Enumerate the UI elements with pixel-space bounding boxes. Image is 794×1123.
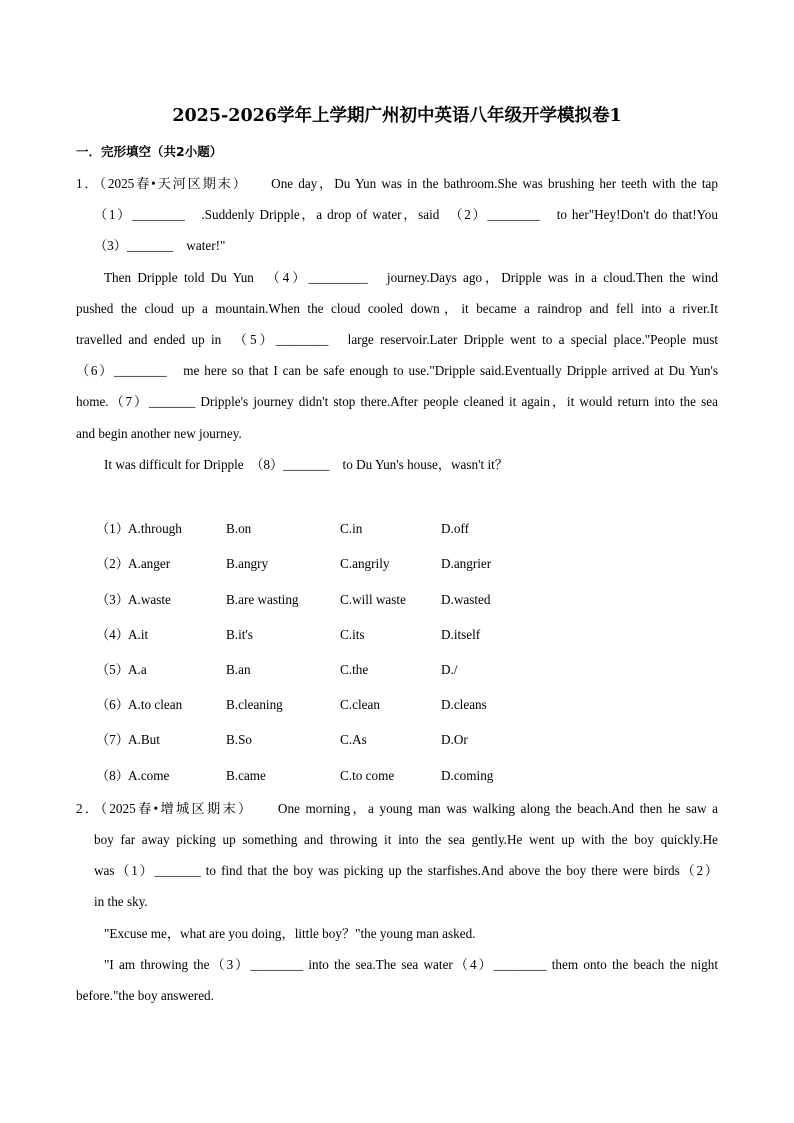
option-c: C.to come: [340, 768, 395, 783]
option-d: D.itself: [441, 627, 481, 642]
option-c: C.in: [340, 521, 363, 536]
q1-line-7: （6）________ me here so that I can be safe enough to use."Dripple said.Eventually Dripple arrived at Du Yun's: [76, 363, 718, 378]
option-d: D./: [441, 662, 458, 677]
section-heading: 一．完形填空（共2小题）: [76, 144, 223, 159]
option-a: A.come: [128, 768, 170, 783]
option-number: （4）: [96, 627, 129, 642]
option-b: B.angry: [226, 556, 269, 571]
page-title: 2025-2026学年上学期广州初中英语八年级开学模拟卷1: [172, 106, 622, 126]
option-a: A.waste: [128, 592, 171, 607]
q2-line-6: "I am throwing the（3）________ into the sea.The sea water（4）________ them onto the beach the night: [104, 957, 718, 972]
q1-line-5: pushed the cloud up a mountain.When the cloud cooled down，it became a raindrop and fell into a river.It: [76, 301, 718, 316]
option-b: B.on: [226, 521, 252, 536]
option-b: B.it's: [226, 627, 253, 642]
q1-line-1: 1．（2025春•天河区期末） One day，Du Yun was in the bathroom.She was brushing her teeth with the tap: [76, 176, 718, 191]
q1-line-6: travelled and ended up in （5）________ large reservoir.Later Dripple went to a special place."People must: [76, 332, 718, 347]
option-d: D.cleans: [441, 697, 487, 712]
option-number: （2）: [96, 556, 129, 571]
option-d: D.coming: [441, 768, 494, 783]
option-c: C.the: [340, 662, 369, 677]
option-b: B.So: [226, 732, 253, 747]
option-a: A.anger: [128, 556, 171, 571]
q2-line-5: "Excuse me，what are you doing，little boy？"the young man asked.: [104, 926, 476, 941]
q2-line-7: before."the boy answered.: [76, 988, 214, 1003]
option-a: A.it: [128, 627, 149, 642]
option-a: A.a: [128, 662, 147, 677]
option-b: B.came: [226, 768, 266, 783]
option-c: C.clean: [340, 697, 380, 712]
option-d: D.off: [441, 521, 469, 536]
option-c: C.angrily: [340, 556, 390, 571]
option-a: A.But: [128, 732, 160, 747]
q2-line-4: in the sky.: [94, 894, 148, 909]
q2-line-1: 2．（2025春•增城区期末） One morning，a young man was walking along the beach.And then he saw a: [76, 801, 718, 816]
option-b: B.are wasting: [226, 592, 299, 607]
option-c: C.As: [340, 732, 367, 747]
option-b: B.cleaning: [226, 697, 283, 712]
option-d: D.wasted: [441, 592, 491, 607]
option-a: A.to clean: [128, 697, 183, 712]
q2-line-2: boy far away picking up something and throwing it into the sea gently.He went up with the boy quickly.He: [94, 832, 718, 847]
option-a: A.through: [128, 521, 182, 536]
option-number: （6）: [96, 697, 129, 712]
q1-line-10: It was difficult for Dripple （8）_______ to Du Yun's house，wasn't it？: [104, 457, 508, 472]
q2-line-3: was（1）_______ to find that the boy was picking up the starfishes.And above the boy there were birds（2）: [94, 863, 718, 878]
q1-line-3: （3）_______ water!": [94, 238, 226, 253]
option-c: C.will waste: [340, 592, 406, 607]
q1-line-8: home.（7）_______ Dripple's journey didn't stop there.After people cleaned it again，it would return into the sea: [76, 394, 718, 409]
option-d: D.angrier: [441, 556, 492, 571]
q1-line-4: Then Dripple told Du Yun （4）_________ journey.Days ago，Dripple was in a cloud.Then the wind: [104, 270, 718, 285]
option-number: （7）: [96, 732, 129, 747]
option-number: （1）: [96, 521, 129, 536]
option-b: B.an: [226, 662, 251, 677]
q1-line-2: （1）________ .Suddenly Dripple，a drop of water，said （2）________ to her"Hey!Don't do that!You: [94, 207, 718, 222]
option-c: C.its: [340, 627, 365, 642]
option-d: D.Or: [441, 732, 468, 747]
option-number: （5）: [96, 662, 129, 677]
option-number: （3）: [96, 592, 129, 607]
option-number: （8）: [96, 768, 129, 783]
q1-line-9: and begin another new journey.: [76, 426, 242, 441]
